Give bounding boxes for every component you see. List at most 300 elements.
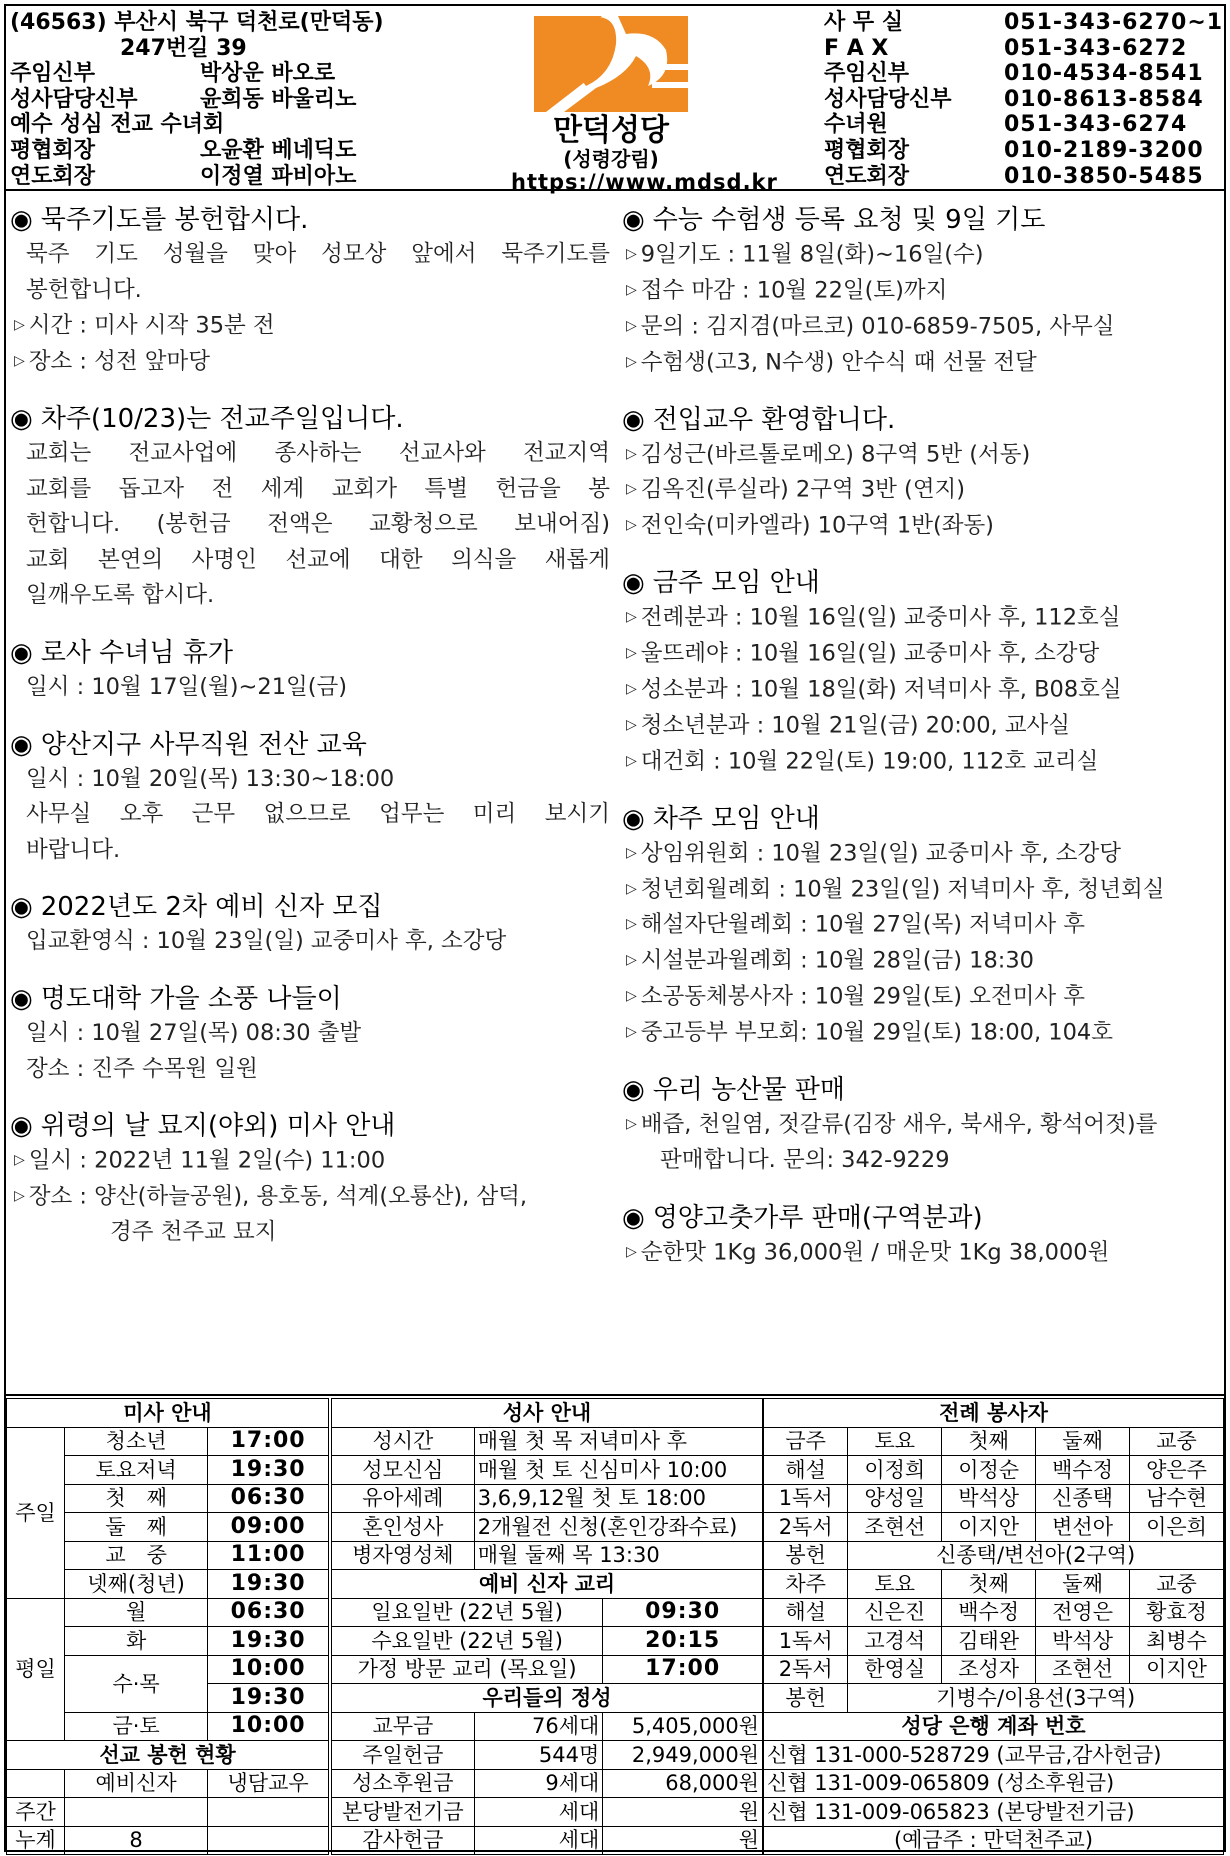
table-row — [764, 1598, 1224, 1627]
contact-label: 수녀원 — [824, 112, 888, 138]
triangle-right-icon: ▷ — [626, 716, 637, 733]
table-cell: 황효정 — [1130, 1598, 1224, 1627]
parish-subtitle: (성령강림) — [563, 147, 659, 171]
notice-line — [622, 708, 1228, 744]
table-cell: 2독서 — [764, 1655, 848, 1684]
table-row — [7, 1399, 329, 1428]
table-row — [764, 1826, 1224, 1855]
notice-line — [10, 1143, 610, 1179]
mass-schedule-table — [6, 1398, 329, 1855]
table-cell: 차주 — [764, 1570, 848, 1599]
parish-url[interactable]: https://www.mdsd.kr — [511, 170, 778, 194]
notice-line — [622, 273, 1228, 309]
table-cell: 한영실 — [848, 1655, 942, 1684]
notice-title — [622, 203, 1228, 237]
table-cell: 변선아 — [1036, 1513, 1130, 1542]
bullseye-icon: ◉ — [622, 404, 645, 435]
table-cell: 11:00 — [208, 1541, 329, 1570]
triangle-right-icon: ▷ — [626, 844, 637, 861]
table-cell: 최병수 — [1130, 1627, 1224, 1656]
contact-label: 성사담당신부 — [824, 86, 952, 112]
header-row — [10, 87, 490, 113]
header — [6, 6, 1224, 194]
notice-line-text: 수험생(고3, N수생) 안수식 때 선물 전달 — [640, 348, 1037, 375]
table-cell: 화 — [65, 1627, 208, 1656]
table-cell: 토요 — [848, 1570, 942, 1599]
table-cell: 5,405,000원 — [603, 1712, 763, 1741]
notice-line — [622, 872, 1228, 908]
notice-section — [622, 802, 1228, 1051]
notice-title-text: 우리 농산물 판매 — [652, 1075, 846, 1106]
table-cell: 세대 — [474, 1826, 603, 1855]
notice-line — [622, 636, 1228, 672]
triangle-right-icon: ▷ — [626, 1024, 637, 1041]
table-cell: 감사헌금 — [332, 1826, 475, 1855]
table-cell: 신협 131-000-528729 (교무금,감사헌금) — [764, 1741, 1224, 1770]
table-cell: 백수정 — [942, 1598, 1036, 1627]
notice-line — [622, 907, 1228, 943]
notice-line-text: 일시 : 2022년 11월 2일(수) 11:00 — [28, 1147, 386, 1174]
table-cell: 냉담교우 — [208, 1769, 329, 1798]
header-row — [10, 112, 490, 138]
notice-line-text: 일깨우도록 합시다. — [26, 582, 215, 609]
table-cell: 19:30 — [208, 1456, 329, 1485]
contact-info — [824, 10, 1224, 189]
notice-line — [622, 309, 1228, 345]
contact-row — [824, 10, 1224, 36]
bullseye-icon: ◉ — [10, 205, 33, 235]
table-cell: 전례 봉사자 — [764, 1399, 1224, 1428]
notice-line-text: 일시 : 10월 20일(목) 13:30~18:00 — [26, 765, 395, 792]
notice-line — [10, 924, 610, 960]
notice-line-text: 바랍니다. — [26, 836, 121, 863]
notice-line — [10, 543, 610, 579]
table-row — [332, 1513, 763, 1542]
table-cell: 첫째 — [942, 1427, 1036, 1456]
table-row — [7, 1798, 329, 1827]
table-cell: 미사 안내 — [7, 1399, 329, 1428]
notice-line — [10, 1016, 610, 1052]
notice-line-text: 울뜨레야 : 10월 16일(일) 교중미사 후, 소강당 — [640, 640, 1100, 667]
triangle-right-icon: ▷ — [626, 481, 637, 498]
notice-line-text: 김성근(바르톨로메오) 8구역 5반 (서동) — [640, 440, 1031, 467]
table-cell: (예금주 : 만덕천주교) — [764, 1826, 1224, 1855]
header-row — [10, 138, 490, 164]
table-cell: 교무금 — [332, 1712, 475, 1741]
contact-row — [824, 138, 1220, 164]
table-cell: 교중 — [1130, 1570, 1224, 1599]
notice-line-text: 교회 본연의 사명인 선교에 대한 의식을 새롭게 — [26, 546, 610, 573]
table-cell: 원 — [603, 1798, 763, 1827]
table-cell: 혼인성사 — [332, 1513, 475, 1542]
header-label: (46563) 부산시 북구 덕천로(만덕동) — [10, 10, 384, 35]
table-row — [764, 1769, 1224, 1798]
table-row — [332, 1570, 763, 1599]
notice-line-text: 접수 마감 : 10월 22일(토)까지 — [640, 277, 948, 304]
triangle-right-icon: ▷ — [626, 353, 637, 370]
table-cell: 우리들의 정성 — [332, 1684, 763, 1713]
table-cell: 신종택/변선아(2구역) — [848, 1541, 1224, 1570]
notice-line — [10, 833, 610, 869]
notice-line-text: 입교환영식 : 10월 23일(일) 교중미사 후, 소강당 — [26, 928, 507, 955]
table-cell: 이지안 — [1130, 1655, 1224, 1684]
notice-line-text: 중고등부 부모회: 10월 29일(토) 18:00, 104호 — [640, 1019, 1113, 1046]
table-row — [332, 1399, 763, 1428]
header-row — [10, 10, 490, 36]
table-cell: 10:00 — [208, 1712, 329, 1741]
table-cell: 넷째(청년) — [65, 1570, 208, 1599]
table-cell: 성소후원금 — [332, 1769, 475, 1798]
table-cell: 기병수/이용선(3구역) — [848, 1684, 1224, 1713]
table-cell: 첫째 — [942, 1570, 1036, 1599]
notice-line-text: 성소분과 : 10월 18일(화) 저녁미사 후, B08호실 — [640, 676, 1122, 703]
table-cell: 주간 — [7, 1798, 65, 1827]
notice-line-text: 배즙, 천일염, 젓갈류(김장 새우, 북새우, 황석어젓)를 — [640, 1111, 1158, 1138]
table-cell: 수요일반 (22년 5월) — [332, 1627, 603, 1656]
notice-line-text: 해설자단월례회 : 10월 27일(목) 저녁미사 후 — [640, 911, 1085, 938]
notice-title — [10, 636, 610, 670]
notice-line — [10, 797, 610, 833]
contact-label: F A X — [824, 35, 889, 61]
contact-value: 010-3850-5485 — [1004, 163, 1204, 189]
table-cell: 원 — [603, 1826, 763, 1855]
notice-line-text: 상임위원회 : 10월 23일(일) 교중미사 후, 소강당 — [640, 839, 1122, 866]
table-cell: 병자영성체 — [332, 1541, 475, 1570]
notice-line — [622, 472, 1228, 508]
table-cell: 예비 신자 교리 — [332, 1570, 763, 1599]
triangle-right-icon: ▷ — [626, 681, 637, 698]
notice-line — [622, 943, 1228, 979]
triangle-right-icon: ▷ — [626, 317, 637, 334]
table-row — [764, 1798, 1224, 1827]
table-cell: 19:30 — [208, 1570, 329, 1599]
table-cell: 20:15 — [603, 1627, 763, 1656]
notice-line — [10, 670, 610, 706]
parish-info — [10, 10, 490, 189]
announcements — [6, 193, 1224, 1396]
table-cell — [65, 1798, 208, 1827]
sacraments-table — [331, 1398, 763, 1855]
table-row — [7, 1769, 329, 1798]
table-row — [764, 1427, 1224, 1456]
notice-line — [622, 672, 1228, 708]
bullseye-icon: ◉ — [10, 892, 33, 923]
notice-line-text: 9일기도 : 11월 8일(화)~16일(수) — [640, 241, 984, 268]
table-row — [7, 1598, 329, 1627]
notice-line — [622, 345, 1228, 381]
table-cell: 금주 — [764, 1427, 848, 1456]
tables — [6, 1398, 1224, 1852]
table-row — [332, 1741, 763, 1770]
notice-line — [10, 237, 610, 273]
header-value: 오윤환 베네딕도 — [200, 137, 357, 163]
table-cell: 신종택 — [1036, 1484, 1130, 1513]
table-cell: 신협 131-009-065823 (본당발전기금) — [764, 1798, 1224, 1827]
table-cell: 박석상 — [1036, 1627, 1130, 1656]
table-cell: 10:00 — [208, 1655, 329, 1684]
bullseye-icon: ◉ — [622, 1202, 645, 1233]
notice-title-text: 차주(10/23)는 전교주일입니다. — [40, 403, 404, 434]
table-cell: 전영은 — [1036, 1598, 1130, 1627]
notice-line-text: 시간 : 미사 시작 35분 전 — [28, 312, 275, 339]
table-row — [7, 1826, 329, 1855]
notice-line-text: 순한맛 1Kg 36,000원 / 매운맛 1Kg 38,000원 — [640, 1238, 1110, 1265]
notice-section — [10, 636, 610, 706]
notice-line-text: 사무실 오후 근무 없으므로 업무는 미리 보시기 — [26, 801, 610, 828]
table-row — [332, 1712, 763, 1741]
table-cell: 누계 — [7, 1826, 65, 1855]
table-cell: 1독서 — [764, 1627, 848, 1656]
header-label: 연도회장 — [10, 163, 96, 189]
contact-label: 연도회장 — [824, 163, 910, 189]
table-cell: 해설 — [764, 1456, 848, 1485]
contact-value: 051-343-6272 — [1004, 35, 1188, 61]
table-row — [764, 1484, 1224, 1513]
triangle-right-icon: ▷ — [14, 1187, 25, 1204]
notice-line-text: 시설분과월례회 : 10월 28일(금) 18:30 — [640, 947, 1034, 974]
table-cell: 주일헌금 — [332, 1741, 475, 1770]
notice-title-text: 2022년도 2차 예비 신자 모집 — [40, 892, 383, 923]
notice-section — [622, 566, 1228, 779]
notice-section — [622, 1201, 1228, 1271]
contact-label: 사 무 실 — [824, 10, 904, 35]
notice-line — [10, 762, 610, 798]
notice-title — [10, 402, 610, 436]
header-label: 성사담당신부 — [10, 86, 138, 112]
header-value: 윤희동 바울리노 — [200, 86, 357, 112]
triangle-right-icon: ▷ — [626, 988, 637, 1005]
table-cell: 8 — [65, 1826, 208, 1855]
right-column — [622, 203, 1228, 1292]
table-cell: 평일 — [7, 1598, 65, 1741]
notice-line — [622, 237, 1228, 273]
table-cell: 교 중 — [65, 1541, 208, 1570]
notice-title — [622, 1201, 1228, 1235]
table-cell: 3,6,9,12월 첫 토 18:00 — [474, 1484, 762, 1513]
triangle-right-icon: ▷ — [626, 517, 637, 534]
table-cell: 9세대 — [474, 1769, 603, 1798]
notice-line — [622, 836, 1228, 872]
notice-line — [622, 1143, 1228, 1179]
notice-line-text: 대건회 : 10월 22일(토) 19:00, 112호 교리실 — [640, 748, 1099, 775]
notice-title-text: 명도대학 가을 소풍 나들이 — [40, 983, 342, 1014]
notice-title — [10, 890, 610, 924]
bullseye-icon: ◉ — [622, 1075, 645, 1106]
table-cell: 수·목 — [65, 1655, 208, 1712]
notice-title-text: 차주 모임 안내 — [652, 803, 820, 834]
notice-line — [622, 979, 1228, 1015]
table-cell: 봉헌 — [764, 1684, 848, 1713]
table-cell — [208, 1826, 329, 1855]
notice-title-text: 수능 수험생 등록 요청 및 9일 기도 — [652, 205, 1046, 235]
notice-line — [10, 1052, 610, 1088]
triangle-right-icon: ▷ — [626, 281, 637, 298]
table-cell: 2개월전 신청(혼인강좌수료) — [474, 1513, 762, 1542]
table-row — [332, 1627, 763, 1656]
table-cell: 양성일 — [848, 1484, 942, 1513]
triangle-right-icon: ▷ — [626, 916, 637, 933]
triangle-right-icon: ▷ — [14, 317, 25, 334]
table-cell: 매월 둘째 목 13:30 — [474, 1541, 762, 1570]
table-cell: 조성자 — [942, 1655, 1036, 1684]
table-cell: 김태완 — [942, 1627, 1036, 1656]
table-cell: 고경석 — [848, 1627, 942, 1656]
notice-title-text: 묵주기도를 봉헌합시다. — [40, 205, 309, 235]
table-cell: 2독서 — [764, 1513, 848, 1542]
notice-line — [10, 273, 610, 309]
contact-row — [824, 87, 1220, 113]
notice-title — [622, 566, 1228, 600]
triangle-right-icon: ▷ — [626, 645, 637, 662]
contact-row — [824, 36, 1220, 62]
table-cell: 토요저녁 — [65, 1456, 208, 1485]
logo — [511, 16, 778, 194]
table-cell: 성사 안내 — [332, 1399, 763, 1428]
notice-line-text: 장소 : 진주 수목원 일원 — [26, 1055, 258, 1082]
notice-line — [622, 1107, 1228, 1143]
table-cell: 백수정 — [1036, 1456, 1130, 1485]
table-row — [7, 1741, 329, 1770]
header-value: 박상운 바오로 — [200, 61, 336, 87]
contact-row — [824, 112, 1220, 138]
table-cell: 성시간 — [332, 1427, 475, 1456]
notice-line — [622, 600, 1228, 636]
table-row — [332, 1769, 763, 1798]
table-cell: 조현선 — [1036, 1655, 1130, 1684]
notice-title-text: 금주 모임 안내 — [652, 568, 820, 599]
bullseye-icon: ◉ — [10, 403, 33, 434]
header-label: 평협회장 — [10, 137, 96, 163]
table-cell: 세대 — [474, 1798, 603, 1827]
table-row — [332, 1427, 763, 1456]
triangle-right-icon: ▷ — [14, 1152, 25, 1169]
table-cell: 둘 째 — [65, 1513, 208, 1542]
table-cell: 첫 째 — [65, 1484, 208, 1513]
table-row — [332, 1655, 763, 1684]
notice-section — [622, 403, 1228, 545]
notice-line — [10, 344, 610, 380]
triangle-right-icon: ▷ — [626, 880, 637, 897]
notice-line — [10, 1179, 610, 1215]
notice-line-text: 일시 : 10월 17일(월)~21일(금) — [26, 673, 348, 700]
table-cell: 남수현 — [1130, 1484, 1224, 1513]
table-cell: 교중 — [1130, 1427, 1224, 1456]
bullseye-icon: ◉ — [622, 803, 645, 834]
notice-line-text: 문의 : 김지겸(마르코) 010-6859-7505, 사무실 — [640, 313, 1115, 340]
header-row — [10, 61, 490, 87]
triangle-right-icon: ▷ — [626, 445, 637, 462]
notice-line-text: 교회를 돕고자 전 세계 교회가 특별 헌금을 봉 — [26, 475, 610, 502]
notice-line — [622, 744, 1228, 780]
table-cell: 봉헌 — [764, 1541, 848, 1570]
table-row — [764, 1456, 1224, 1485]
table-cell: 월 — [65, 1598, 208, 1627]
notice-line-text: 장소 : 성전 앞마당 — [28, 348, 210, 375]
notice-title — [10, 728, 610, 762]
notice-section — [10, 402, 610, 614]
notice-line-text: 판매합니다. 문의: 342-9229 — [660, 1146, 950, 1173]
notice-line — [10, 436, 610, 472]
notice-line-text: 일시 : 10월 27일(목) 08:30 출발 — [26, 1019, 362, 1046]
table-cell: 박석상 — [942, 1484, 1036, 1513]
table-cell: 신협 131-009-065809 (성소후원금) — [764, 1769, 1224, 1798]
table-cell: 선교 봉헌 현황 — [7, 1741, 329, 1770]
bullseye-icon: ◉ — [10, 637, 33, 668]
header-label: 주임신부 — [10, 61, 96, 87]
table-cell: 1독서 — [764, 1484, 848, 1513]
table-cell: 성당 은행 계좌 번호 — [764, 1712, 1224, 1741]
table-cell: 금·토 — [65, 1712, 208, 1741]
table-cell: 가정 방문 교리 (목요일) — [332, 1655, 603, 1684]
notice-line-text: 소공동체봉사자 : 10월 29일(토) 오전미사 후 — [640, 983, 1085, 1010]
table-row — [764, 1570, 1224, 1599]
bulletin-page — [4, 4, 1226, 1852]
table-cell: 양은주 — [1130, 1456, 1224, 1485]
contact-row — [824, 61, 1220, 87]
table-row — [332, 1684, 763, 1713]
table-row — [764, 1741, 1224, 1770]
notice-line-text: 청년회월례회 : 10월 23일(일) 저녁미사 후, 청년회실 — [640, 875, 1165, 902]
table-row — [764, 1627, 1224, 1656]
notice-line — [10, 507, 610, 543]
table-cell: 매월 첫 토 신심미사 10:00 — [474, 1456, 762, 1485]
notice-line-text: 경주 천주교 묘지 — [110, 1218, 277, 1245]
table-cell — [208, 1798, 329, 1827]
notice-title — [622, 802, 1228, 836]
notice-line-text: 봉헌합니다. — [26, 276, 142, 303]
contact-value: 010-2189-3200 — [1004, 137, 1204, 163]
table-cell: 09:30 — [603, 1598, 763, 1627]
bullseye-icon: ◉ — [622, 205, 645, 235]
parish-logo-icon — [526, 16, 696, 112]
table-cell: 이정희 — [848, 1456, 942, 1485]
notice-section — [622, 203, 1228, 381]
table-cell: 예비신자 — [65, 1769, 208, 1798]
table-cell: 매월 첫 목 저녁미사 후 — [474, 1427, 762, 1456]
bullseye-icon: ◉ — [10, 1111, 33, 1142]
header-label: 예수 성심 전교 수녀회 — [10, 112, 225, 138]
table-cell: 2,949,000원 — [603, 1741, 763, 1770]
notice-line-text: 장소 : 양산(하늘공원), 용호동, 석계(오룡산), 삼덕, — [28, 1183, 528, 1210]
header-row — [10, 164, 490, 190]
table-cell: 06:30 — [208, 1484, 329, 1513]
table-row — [764, 1399, 1224, 1428]
table-row — [332, 1484, 763, 1513]
triangle-right-icon: ▷ — [14, 353, 25, 370]
triangle-right-icon: ▷ — [626, 609, 637, 626]
notice-title-text: 로사 수녀님 휴가 — [40, 637, 234, 668]
contact-value: 010-8613-8584 — [1004, 86, 1204, 112]
notice-line-text: 전인숙(미카엘라) 10구역 1반(좌동) — [640, 512, 994, 539]
notice-title — [10, 982, 610, 1016]
triangle-right-icon: ▷ — [626, 1243, 637, 1260]
notice-title-text: 위령의 날 묘지(야외) 미사 안내 — [40, 1111, 396, 1142]
table-row — [764, 1712, 1224, 1741]
header-value: 이정열 파비아노 — [200, 163, 357, 189]
table-cell: 이은희 — [1130, 1513, 1224, 1542]
notice-line — [622, 1235, 1228, 1271]
triangle-right-icon: ▷ — [626, 952, 637, 969]
notice-title — [622, 1073, 1228, 1107]
notice-section — [10, 1109, 610, 1250]
contact-value: 051-343-6270~1 — [1004, 10, 1224, 35]
notice-title — [10, 1109, 610, 1143]
table-cell: 544명 — [474, 1741, 603, 1770]
table-row — [332, 1456, 763, 1485]
table-cell — [7, 1769, 65, 1798]
table-cell: 19:30 — [208, 1684, 329, 1713]
header-row — [10, 36, 490, 62]
